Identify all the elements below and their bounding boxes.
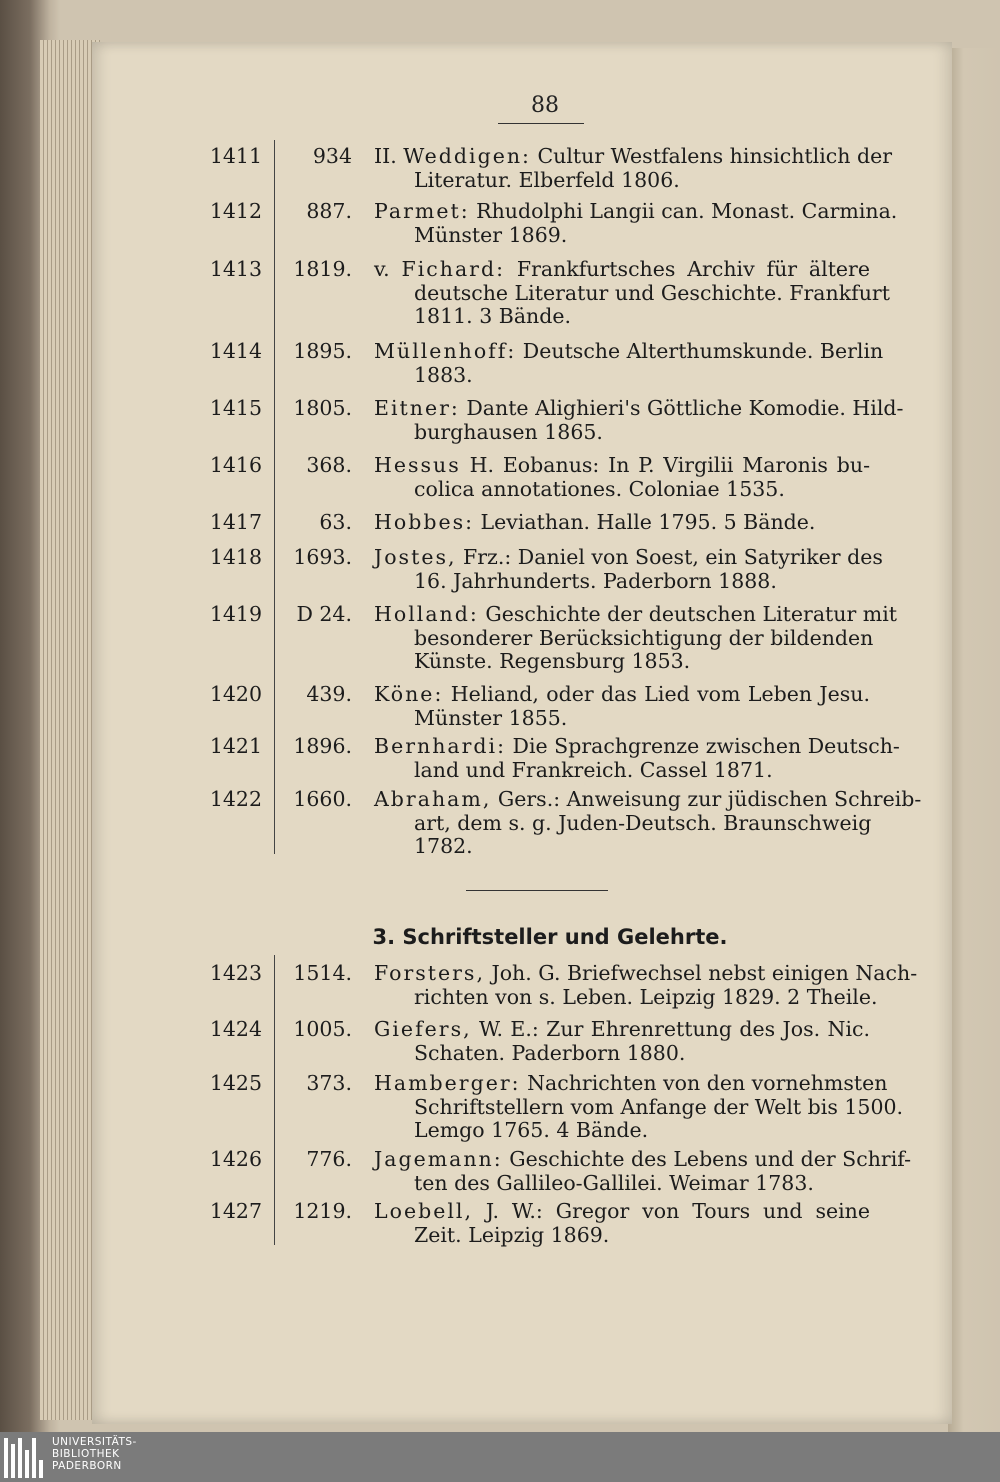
entry-author: Jostes, xyxy=(374,545,457,569)
entry-author: Abraham, xyxy=(374,787,492,811)
entry-line xyxy=(374,570,870,594)
entry-text xyxy=(374,257,890,329)
entry-text xyxy=(374,1018,870,1065)
entry-line xyxy=(374,1147,912,1172)
entry-line-part: colica annotationes. Coloniae 1535. xyxy=(414,476,785,501)
entry-line xyxy=(374,199,898,224)
entry-line-part: Geschichte des Lebens und der Schrif- xyxy=(502,1147,912,1171)
entry-text xyxy=(374,602,898,674)
entry-line xyxy=(374,835,870,859)
entry-line xyxy=(374,545,883,570)
section-title: 3. Schriftsteller und Gelehrte. xyxy=(372,925,728,949)
entry-line-part: Deutsche Alterthumskunde. Berlin xyxy=(516,339,884,363)
entry-line-part: Joh. G. Briefwechsel nebst einigen Nach- xyxy=(484,961,918,985)
entry-number: 1418 xyxy=(209,545,262,569)
entry-line-part: Künste. Regensburg 1853. xyxy=(414,649,691,673)
shelf-signature: D 24. xyxy=(296,602,352,626)
shelf-signature: 1693. xyxy=(293,545,352,569)
entry-line-part: Cultur Westfalens hinsichtlich der xyxy=(530,144,893,168)
shelf-signature: 1660. xyxy=(293,787,352,811)
entry-line-part: ten des Gallileo-Gallilei. Weimar 1783. xyxy=(414,1170,814,1195)
entry-line xyxy=(374,169,870,193)
entry-line-part: Geschichte der deutschen Literatur mit xyxy=(478,602,898,626)
entry-line-part: v. xyxy=(374,257,402,281)
entry-line xyxy=(374,1119,870,1143)
shelf-signature: 1896. xyxy=(293,734,352,758)
section-rule xyxy=(466,890,608,891)
shelf-signature: 1895. xyxy=(293,339,352,363)
entry-number: 1421 xyxy=(209,734,262,758)
shelf-signature: 934 xyxy=(312,144,352,168)
entry-line-part: burghausen 1865. xyxy=(414,419,603,444)
entry-number: 1415 xyxy=(209,396,262,420)
entry-line xyxy=(374,478,870,502)
shelf-signature: 776. xyxy=(306,1147,352,1171)
entry-line-part: Gers.: Anweisung zur jüdischen Schreib- xyxy=(491,787,922,811)
library-logo-icon xyxy=(4,1438,44,1478)
entry-line xyxy=(374,364,870,388)
entry-line xyxy=(374,1172,870,1196)
entry-line xyxy=(374,224,870,248)
entry-line-part: 1883. xyxy=(414,362,473,387)
entry-number: 1412 xyxy=(209,199,262,223)
entry-author: Köne: xyxy=(374,682,444,706)
shelf-signature: 1514. xyxy=(293,961,352,985)
entry-line-part: land und Frankreich. Cassel 1871. xyxy=(414,757,773,782)
entry-text xyxy=(374,511,870,535)
entry-author: Loebell, xyxy=(374,1199,473,1223)
entry-author: Fichard: xyxy=(401,257,506,281)
entry-line xyxy=(374,1018,870,1042)
entry-line-part: Lemgo 1765. 4 Bände. xyxy=(414,1118,649,1142)
entry-author: Hobbes: xyxy=(374,510,475,534)
entry-number: 1424 xyxy=(209,1017,262,1041)
column-divider-bottom xyxy=(274,955,275,1245)
entry-line xyxy=(374,734,900,759)
page-number: 88 xyxy=(531,93,559,118)
entry-number: 1419 xyxy=(209,602,262,626)
entry-line-part: richten von s. Leben. Leipzig 1829. 2 Theile. xyxy=(414,984,878,1009)
entry-line xyxy=(374,1071,888,1096)
entry-line xyxy=(374,602,898,627)
entry-line xyxy=(374,759,870,783)
entry-author: Holland: xyxy=(374,602,479,626)
entry-text xyxy=(374,339,884,387)
shelf-signature: 1805. xyxy=(293,396,352,420)
entry-line-part: H. Eobanus: In P. Virgilii Maronis bu- xyxy=(460,453,870,477)
entry-line-part: deutsche Literatur und Geschichte. Frankfurt xyxy=(414,280,890,305)
entry-line-part: Leviathan. Halle 1795. 5 Bände. xyxy=(474,510,816,534)
entry-text xyxy=(374,1147,912,1195)
entry-line-part: Schaten. Paderborn 1880. xyxy=(414,1040,686,1065)
entry-line xyxy=(374,305,870,329)
entry-text xyxy=(374,396,904,444)
entry-line-part: Die Sprachgrenze zwischen Deutsch- xyxy=(506,734,900,758)
entry-number: 1422 xyxy=(209,787,262,811)
entry-author: Parmet: xyxy=(374,199,470,223)
entry-number: 1414 xyxy=(209,339,262,363)
entry-number: 1423 xyxy=(209,961,262,985)
entry-line xyxy=(374,421,870,445)
entry-line xyxy=(374,961,918,986)
entry-number: 1426 xyxy=(209,1147,262,1171)
entry-number: 1416 xyxy=(209,453,262,477)
entry-text xyxy=(374,1071,904,1143)
entry-line-part: Heliand, oder das Lied vom Leben Jesu. xyxy=(443,682,870,706)
shelf-signature: 887. xyxy=(306,199,352,223)
shelf-signature: 368. xyxy=(306,453,352,477)
entry-line-part: Rhudolphi Langii can. Monast. Carmina. xyxy=(469,199,898,223)
entry-line xyxy=(374,707,870,731)
entry-line xyxy=(374,144,893,169)
entry-line xyxy=(374,280,890,306)
entry-line xyxy=(374,787,922,812)
entry-number: 1413 xyxy=(209,257,262,281)
shelf-signature: 1219. xyxy=(293,1199,352,1223)
entry-line-part: Frz.: Daniel von Soest, ein Satyriker des xyxy=(456,545,883,569)
entry-line-part: W. E.: Zur Ehrenrettung des Jos. Nic. xyxy=(471,1017,870,1041)
facing-page-edge xyxy=(948,48,1000,1432)
entry-line-part: Münster 1855. xyxy=(414,705,568,730)
entry-line xyxy=(374,511,870,535)
entry-author: Müllenhoff: xyxy=(374,339,517,363)
page-number-rule xyxy=(498,123,584,124)
entry-line xyxy=(374,1094,904,1120)
entry-line xyxy=(374,650,870,674)
column-divider-top xyxy=(274,140,275,854)
entry-text xyxy=(374,734,900,782)
entry-author: Weddigen: xyxy=(403,144,531,168)
library-logo-text: UNIVERSITÄTS- BIBLIOTHEK PADERBORN xyxy=(52,1436,137,1472)
entry-line-part: 16. Jahrhunderts. Paderborn 1888. xyxy=(414,568,777,593)
entry-line-part: Literatur. Elberfeld 1806. xyxy=(414,167,680,192)
entry-line-part: J. W.: Gregor von Tours und seine xyxy=(472,1199,870,1223)
entry-number: 1417 xyxy=(209,510,262,534)
entry-text xyxy=(374,683,870,730)
entry-author: Forsters, xyxy=(374,961,485,985)
entry-text xyxy=(374,545,883,593)
shelf-signature: 1819. xyxy=(293,257,352,281)
entry-line xyxy=(374,454,870,478)
entry-line xyxy=(374,812,870,836)
entry-line-part: Schriftstellern vom Anfange der Welt bis 1500. xyxy=(414,1094,904,1119)
shelf-signature: 1005. xyxy=(293,1017,352,1041)
entry-author: Jagemann: xyxy=(374,1147,503,1171)
entry-line-part: Dante Alighieri's Göttliche Komodie. Hild- xyxy=(459,396,904,420)
entry-line xyxy=(374,1042,870,1066)
entry-text xyxy=(374,144,893,192)
page-edges xyxy=(40,40,100,1420)
entry-author: Hamberger: xyxy=(374,1071,521,1095)
entry-line xyxy=(374,683,870,707)
library-footer xyxy=(0,1432,1000,1482)
entry-line-part: Frankfurtsches Archiv für ältere xyxy=(505,257,870,281)
entry-line-part: besonderer Berücksichtigung der bildenden xyxy=(414,625,874,650)
shelf-signature: 63. xyxy=(319,510,352,534)
entry-line xyxy=(374,396,904,421)
entry-line-part: art, dem s. g. Juden-Deutsch. Braunschweig xyxy=(414,810,872,835)
entry-line xyxy=(374,339,884,364)
entry-number: 1427 xyxy=(209,1199,262,1223)
entry-line-part: II. xyxy=(374,144,404,168)
entry-line-part: Zeit. Leipzig 1869. xyxy=(414,1222,610,1247)
entry-author: Bernhardi: xyxy=(374,734,507,758)
entry-text xyxy=(374,199,898,247)
entry-text xyxy=(374,961,918,1009)
entry-line xyxy=(374,1224,870,1248)
entry-line-part: Nachrichten von den vornehmsten xyxy=(520,1071,888,1095)
shelf-signature: 439. xyxy=(306,682,352,706)
entry-number: 1425 xyxy=(209,1071,262,1095)
entry-author: Hessus xyxy=(374,453,461,477)
entry-line-part: 1782. xyxy=(414,834,473,858)
entry-author: Giefers, xyxy=(374,1017,472,1041)
entry-line-part: Münster 1869. xyxy=(414,222,568,247)
entry-text xyxy=(374,454,870,501)
entry-number: 1420 xyxy=(209,682,262,706)
entry-line xyxy=(374,1200,870,1224)
entry-text xyxy=(374,787,922,859)
shelf-signature: 373. xyxy=(306,1071,352,1095)
entry-line-part: 1811. 3 Bände. xyxy=(414,304,572,328)
entry-number: 1411 xyxy=(209,144,262,168)
entry-line xyxy=(374,984,878,1010)
entry-text xyxy=(374,1200,870,1247)
entry-author: Eitner: xyxy=(374,396,460,420)
entry-line xyxy=(374,258,870,282)
entry-line xyxy=(374,625,874,651)
